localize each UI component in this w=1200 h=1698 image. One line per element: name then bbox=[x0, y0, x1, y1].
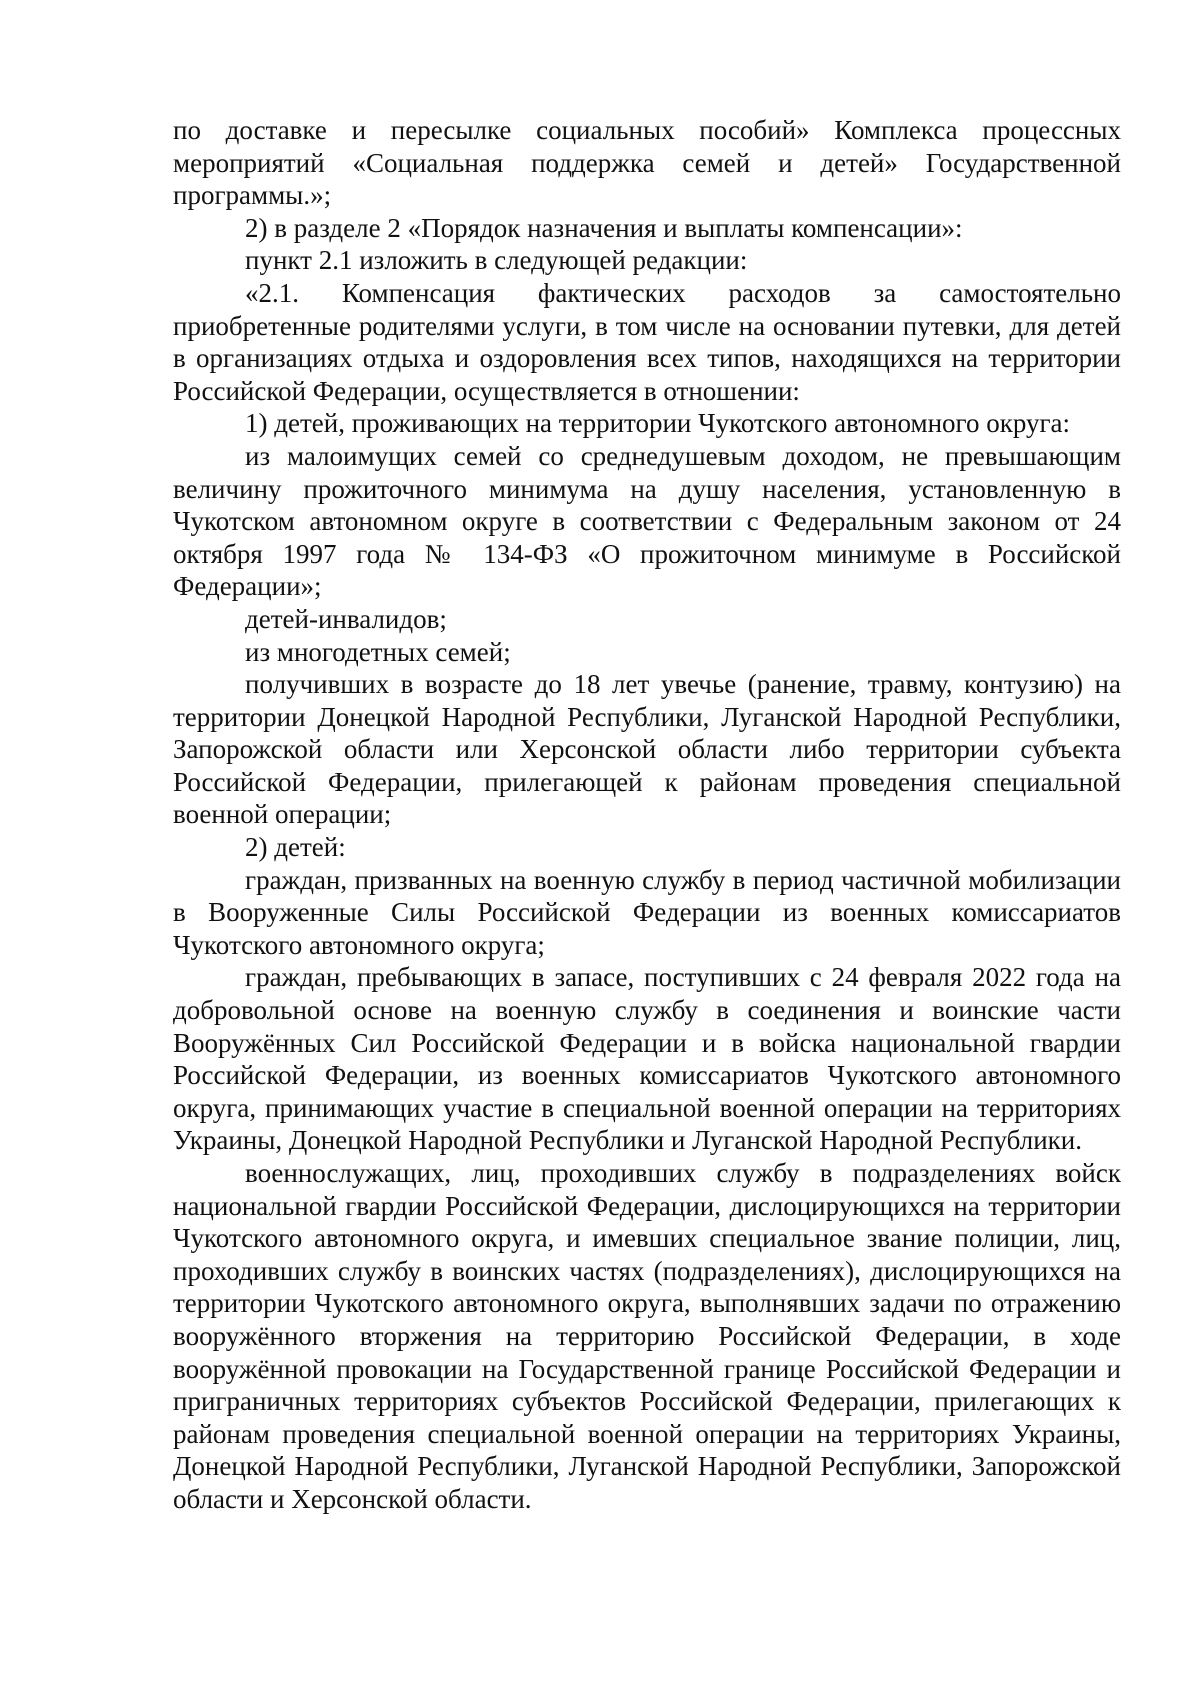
paragraph: получивших в возрасте до 18 лет увечье (ранение, травму, контузию) на территории Донецкой Народной Республики, Луганской Народной Республики, Запорожской области или Херсонской области либо территории субъекта Российской Федерации, прилегающей к районам проведения специальной военной операции; bbox=[173, 669, 1121, 830]
paragraph: 1) детей, проживающих на территории Чукотского автономного округа: bbox=[245, 408, 1071, 439]
paragraph: детей-инвалидов; bbox=[245, 603, 447, 634]
paragraph: 2) в разделе 2 «Порядок назначения и выплаты компенсации»: bbox=[245, 212, 963, 243]
document-body bbox=[173, 114, 1121, 1516]
paragraph: пункт 2.1 изложить в следующей редакции: bbox=[245, 245, 748, 276]
paragraph: по доставке и пересылке социальных пособий» Комплекса процессных мероприятий «Социальная поддержка семей и детей» Государственной программы.»; bbox=[173, 115, 1121, 211]
paragraph: из многодетных семей; bbox=[245, 636, 511, 667]
paragraph: «2.1. Компенсация фактических расходов за самостоятельно приобретенные родителями услуги, в том числе на основании путевки, для детей в организациях отдыха и оздоровления всех типов, находящихся на территории Российской Федерации, осуществляется в отношении: bbox=[173, 277, 1121, 406]
paragraph: 2) детей: bbox=[245, 832, 346, 863]
paragraph: военнослужащих, лиц, проходивших службу в подразделениях войск национальной гвардии Российской Федерации, дислоцирующихся на территории Чукотского автономного округа, и имевших специальное звание полиции, лиц, проходивших службу в воинских частях (подразделениях), дислоцирующихся на территории Чукотского автономного округа, выполнявших задачи по отражению вооружённого вторжения на территорию Российской Федерации, в ходе вооружённой провокации на Государственной границе Российской Федерации и приграничных территориях субъектов Российской Федерации, прилегающих к районам проведения специальной военной операции на территориях Украины, Донецкой Народной Республики, Луганской Народной Республики, Запорожской области и Херсонской области. bbox=[173, 1158, 1121, 1514]
paragraph: граждан, призванных на военную службу в период частичной мобилизации в Вооруженные Силы Российской Федерации из военных комиссариатов Чукотского автономного округа; bbox=[173, 864, 1121, 960]
paragraph: из малоимущих семей со среднедушевым доходом, не превышающим величину прожиточного минимума на душу населения, установленную в Чукотском автономном округе в соответствии с Федеральным законом от 24 октября 1997 года № 134-ФЗ «О прожиточном минимуме в Российской Федерации»; bbox=[173, 440, 1121, 602]
paragraph: граждан, пребывающих в запасе, поступивших с 24 февраля 2022 года на добровольной основе на военную службу в соединения и воинские части Вооружённых Сил Российской Федерации и в войска национальной гвардии Российской Федерации, из военных комиссариатов Чукотского автономного округа, принимающих участие в специальной военной операции на территориях Украины, Донецкой Народной Республики и Луганской Народной Республики. bbox=[173, 962, 1121, 1156]
